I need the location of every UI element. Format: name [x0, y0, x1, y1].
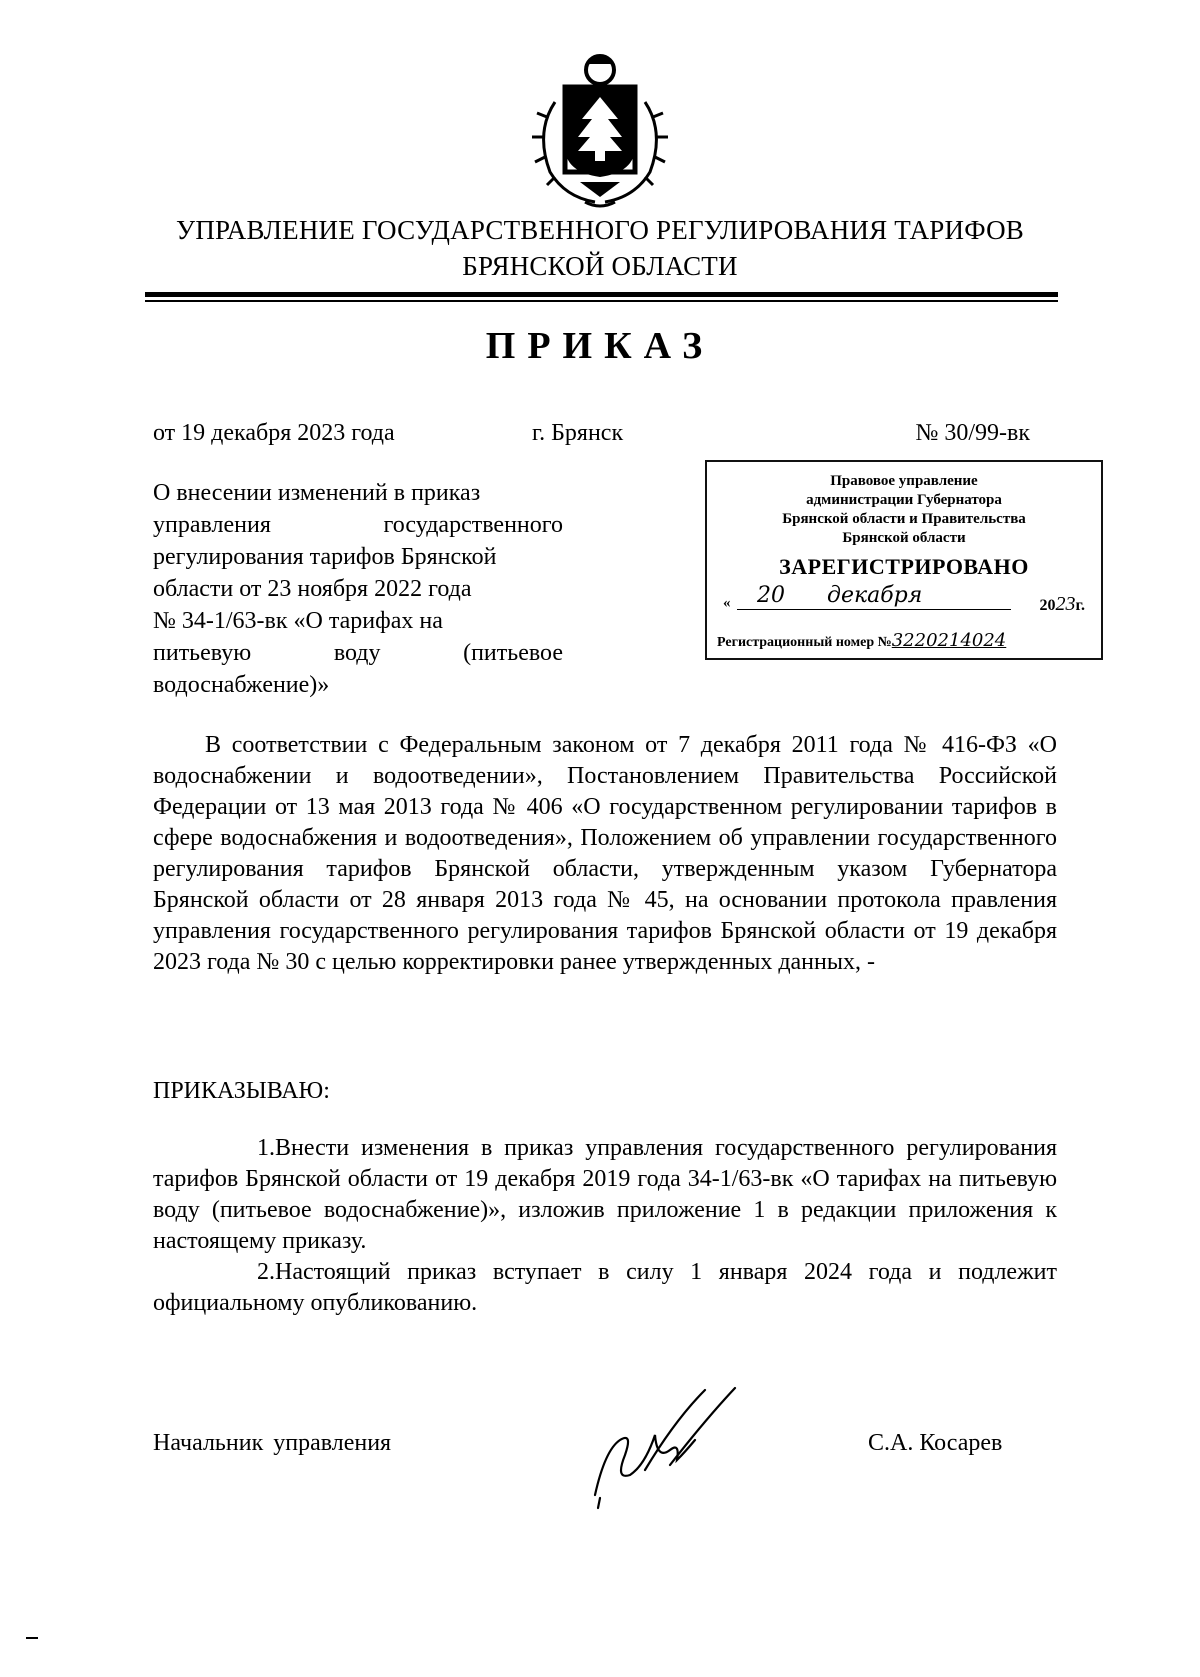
coat-of-arms-emblem: [525, 42, 675, 212]
document-title: ПРИКАЗ: [485, 325, 715, 367]
preamble-paragraph: В соответствии с Федеральным законом от 7 декабря 2011 года № 416-ФЗ «О водоснабжении и водоотведении», Постановлением Правительства Российской Федерации от 13 мая 2013 года № 406 «О государственном регулировании тарифов в сфере водоснабжения и водоотведения», Положением об управлении государственного регулирования тарифов Брянской области, утвержденным указом Губернатора Брянской области от 28 января 2013 года № 45, на основании протокола правления управления государственного регулирования тарифов Брянской области от 19 декабря 2023 года № 30 с целью корректировки ранее утвержденных данных, -: [153, 732, 1057, 975]
page-mark: [26, 1637, 38, 1639]
stamp-day-handwritten: 20: [757, 583, 785, 608]
stamp-month-handwritten: декабря: [827, 583, 923, 608]
order-items: [153, 1133, 1057, 1319]
organization-line-1: УПРАВЛЕНИЕ ГОСУДАРСТВЕННОГО РЕГУЛИРОВАНИЯ ТАРИФОВ: [176, 215, 1024, 245]
order-item: 1.Внести изменения в приказ управления государственного регулирования тарифов Брянской области от 19 декабря 2019 года 34-1/63-вк «О тарифах на питьевую воду (питьевое водоснабжение)», изложив приложение 1 в редакции приложения к настоящему приказу.: [153, 1135, 1057, 1254]
header-divider-thin: [145, 300, 1058, 302]
document-number: № 30/99-вк: [915, 420, 1030, 446]
handwritten-signature: [585, 1380, 765, 1510]
stamp-date: « 20 декабря 2023г.: [723, 583, 1085, 615]
subject-line: О внесении изменений в приказ: [153, 480, 481, 506]
subject-line: питьевую воду (питьевое: [153, 640, 563, 666]
subject-line: водоснабжение)»: [153, 672, 330, 698]
organization-name: [150, 212, 1050, 284]
stamp-year-handwritten: 23: [1055, 593, 1076, 615]
subject-line: регулирования тарифов Брянской: [153, 544, 497, 570]
registration-stamp: [705, 460, 1103, 660]
stamp-authority: Правовое управление администрации Губернатора Брянской области и Правительства Брянской области: [782, 473, 1026, 546]
order-item: 2.Настоящий приказ вступает в силу 1 января 2024 года и подлежит официальному опубликованию.: [153, 1259, 1057, 1316]
document-date: от 19 декабря 2023 года: [153, 420, 395, 446]
document-city: г. Брянск: [532, 420, 624, 446]
preamble: [153, 730, 1057, 978]
signer-name: С.А. Косарев: [868, 1430, 1003, 1456]
stamp-registration-number: Регистрационный номер №3220214024: [717, 630, 1007, 651]
signer-position: Начальник управления: [153, 1430, 392, 1456]
header-divider-thick: [145, 292, 1058, 297]
order-word: ПРИКАЗЫВАЮ:: [153, 1078, 330, 1104]
subject-line: области от 23 ноября 2022 года: [153, 576, 472, 602]
stamp-registered-label: ЗАРЕГИСТРИРОВАНО: [779, 554, 1029, 579]
subject-line: № 34-1/63-вк «О тарифах на: [153, 608, 443, 634]
document-subject: [153, 477, 563, 701]
subject-line: управления государственного: [153, 512, 563, 538]
organization-line-2: БРЯНСКОЙ ОБЛАСТИ: [462, 251, 738, 281]
